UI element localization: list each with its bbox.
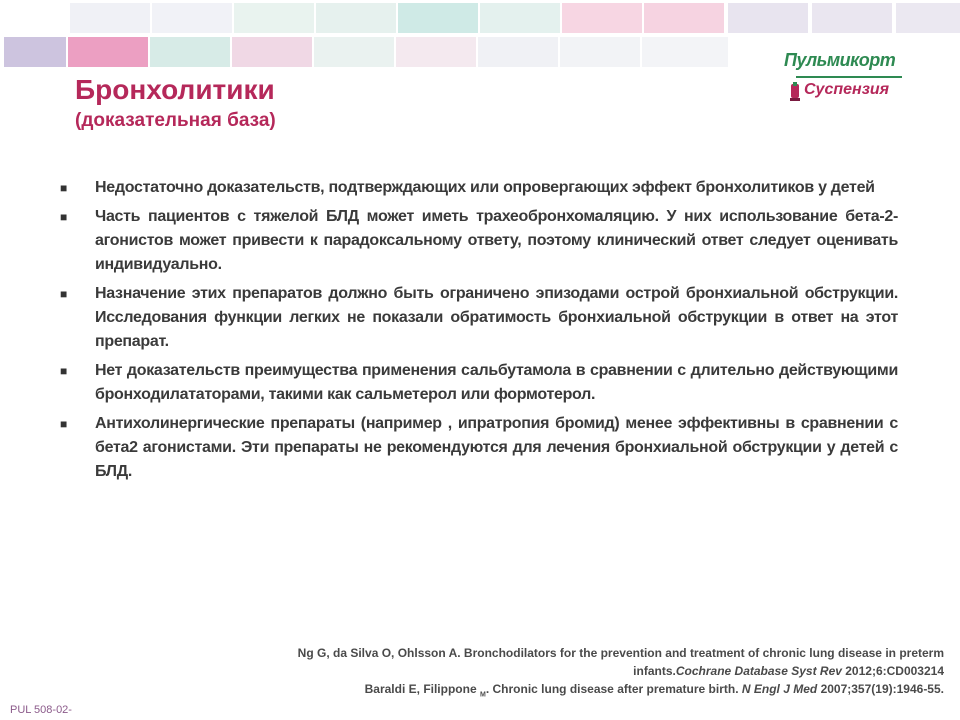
reference-1-citation: 2012;6:CD003214 [841, 664, 944, 678]
pulmicort-logo [778, 50, 908, 110]
tile [398, 3, 478, 33]
reference-2-journal: N Engl J Med [741, 682, 818, 696]
tile [396, 37, 476, 67]
tile [728, 3, 808, 33]
tile [314, 37, 394, 67]
bullet-list [56, 176, 898, 489]
inhaler-icon [788, 82, 802, 102]
tile [812, 3, 892, 33]
reference-2 [200, 680, 944, 704]
tile [478, 37, 558, 67]
bullet-item [56, 412, 898, 484]
tile [644, 3, 724, 33]
reference-2-sub: M [479, 691, 486, 699]
bullet-item [56, 205, 898, 277]
bullet-item [56, 282, 898, 354]
reference-1-text: infants. [633, 664, 676, 678]
tile [562, 3, 642, 33]
bullet-square-icon: ■ [60, 210, 67, 224]
slide-subtitle: (доказательная база) [75, 110, 276, 131]
reference-2-title: . Chronic lung disease after premature birth. [485, 682, 742, 696]
reference-1-line-2 [200, 662, 944, 680]
tile [68, 37, 148, 67]
tile [152, 3, 232, 33]
bullet-item [56, 176, 898, 200]
tile [150, 37, 230, 67]
bullet-text: Часть пациентов с тяжелой БЛД может иметь трахеобронхомаляцию. У них использование бета-2-агонистов может привести к парадоксальному ответу, поэтому клинический ответ следует оценивать индивидуально. [95, 208, 898, 273]
footer-code: PUL 508-02- [10, 704, 72, 716]
bullet-text: Антихолинергические препараты (например , ипратропия бромид) менее эффективны в сравнении с бета2 агонистами. Эти препараты не рекомендуются для лечения бронхиальной обструкции у детей с БЛД. [95, 415, 898, 480]
reference-1-journal: Cochrane Database Syst Rev [675, 664, 842, 678]
tile [560, 37, 640, 67]
bullet-square-icon: ■ [60, 287, 67, 301]
references [200, 644, 944, 704]
bullet-square-icon: ■ [60, 181, 67, 195]
bullet-text: Нет доказательств преимущества применения сальбутамола в сравнении с длительно действующими бронходилататорами, такими как сальметерол или формотерол. [95, 362, 898, 403]
logo-subbrand-text: Суспензия [804, 81, 890, 98]
bullet-square-icon: ■ [60, 364, 67, 378]
tile [642, 37, 728, 67]
reference-1-line-1: Ng G, da Silva O, Ohlsson A. Bronchodilators for the prevention and treatment of chronic lung disease in preterm [297, 646, 944, 660]
reference-2-citation: 2007;357(19):1946-55. [817, 682, 944, 696]
tile [316, 3, 396, 33]
tile [70, 3, 150, 33]
tile [480, 3, 560, 33]
bullet-text: Назначение этих препаратов должно быть ограничено эпизодами острой бронхиальной обструкции. Исследования функции легких не показали обратимость бронхиальной обструкции в ответ на этот препарат. [95, 285, 898, 350]
tile [4, 37, 66, 67]
tile [232, 37, 312, 67]
tile [896, 3, 960, 33]
logo-rule [796, 76, 902, 78]
reference-2-authors: Baraldi E, Filippone [364, 682, 480, 696]
logo-brand-text: Пульмикорт [784, 50, 896, 70]
bullet-item [56, 359, 898, 407]
slide-title: Бронхолитики [75, 74, 275, 105]
bullet-text: Недостаточно доказательств, подтверждающих или опровергающих эффект бронхолитиков у детей [95, 179, 875, 196]
tile [234, 3, 314, 33]
bullet-square-icon: ■ [60, 417, 67, 431]
